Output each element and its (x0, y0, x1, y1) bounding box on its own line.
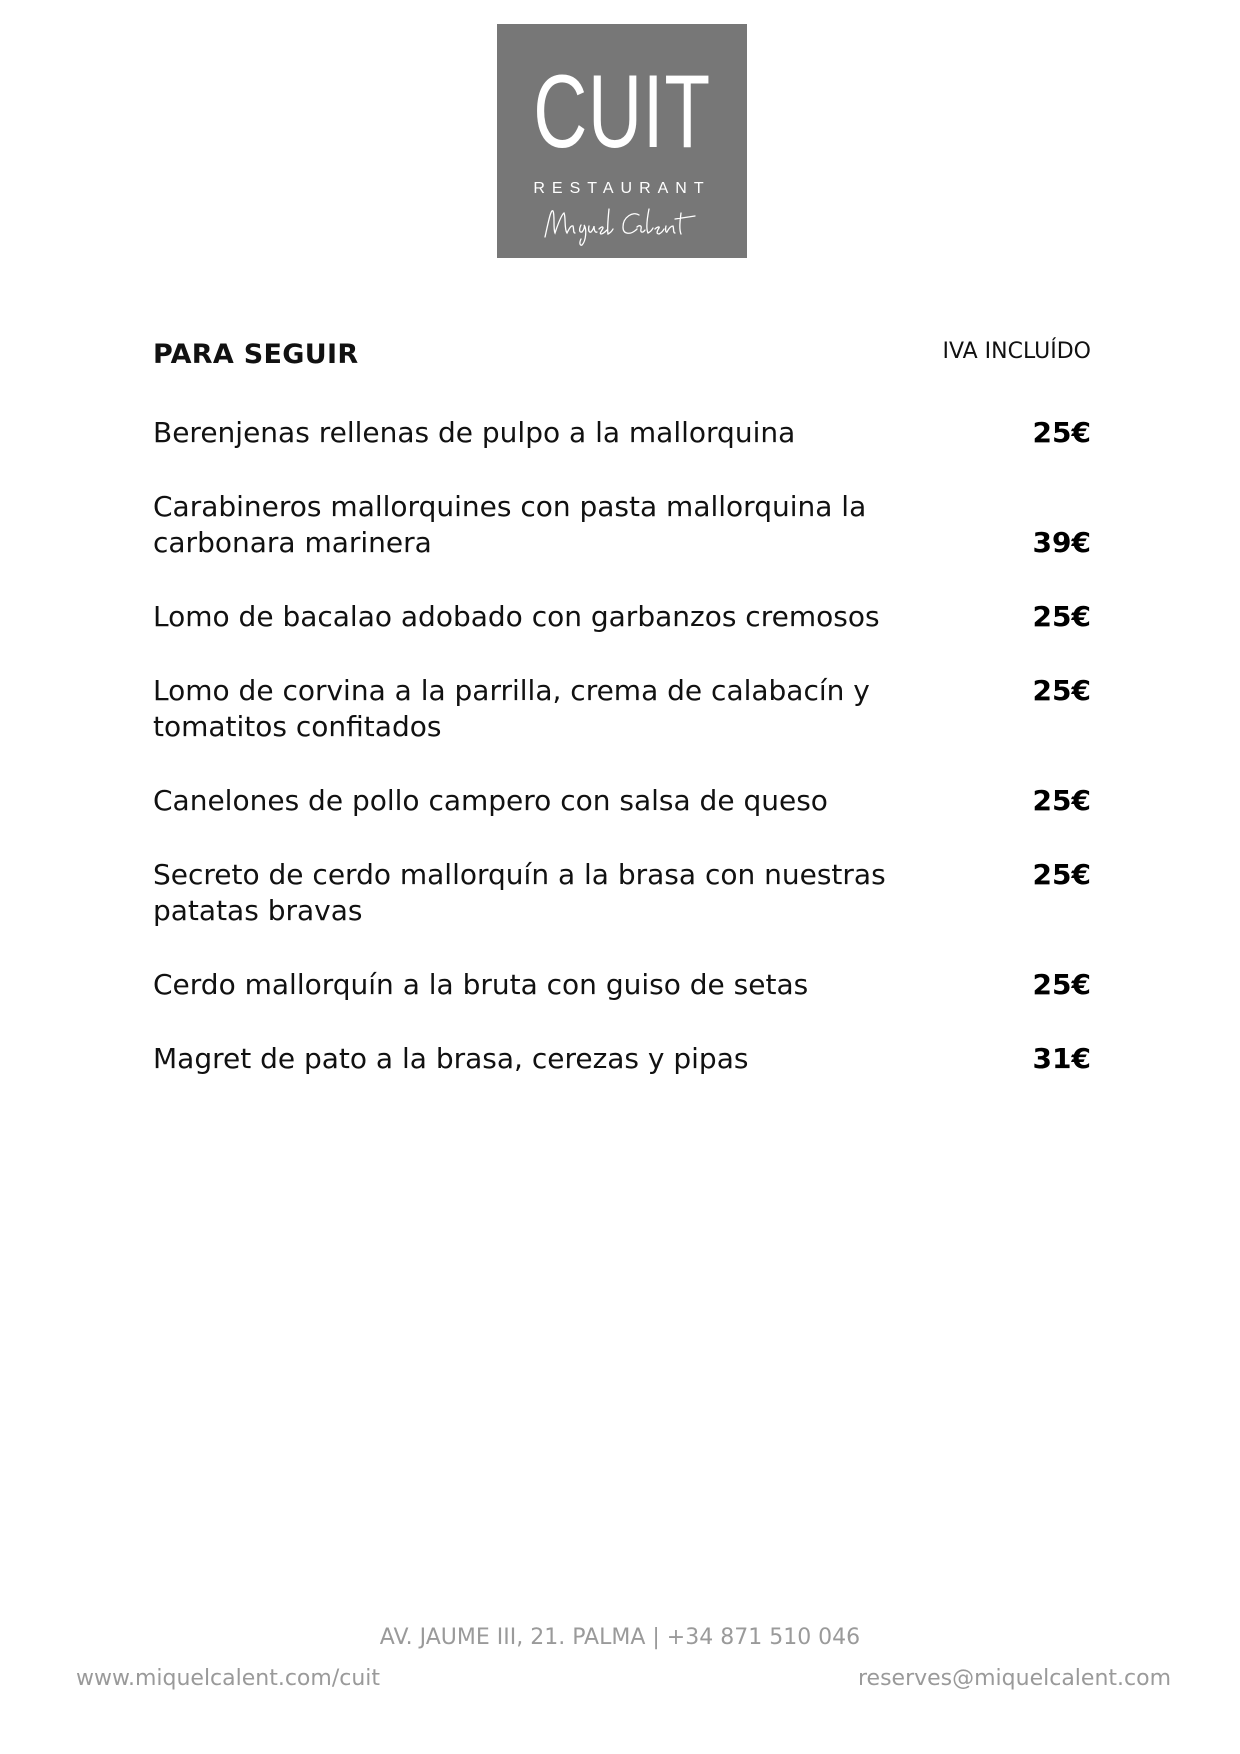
logo-title: CUIT (533, 54, 711, 170)
footer-address: AV. JAUME III, 21. PALMA | +34 871 510 046 (379, 1625, 861, 1650)
menu-item (153, 783, 1091, 819)
menu-items (153, 415, 1091, 1115)
menu-item (153, 857, 1091, 929)
footer-website-link[interactable]: www.miquelcalent.com/cuit (76, 1666, 381, 1691)
menu-item-name: Carabineros mallorquines con pasta mallorquina la carbonara marinera (153, 490, 867, 559)
menu-item-name: Magret de pato a la brasa, cerezas y pipas (153, 1042, 749, 1075)
menu-item (153, 673, 1091, 745)
menu-item (153, 489, 1091, 561)
logo-subtitle: RESTAURANT (533, 180, 711, 197)
menu-item-price: 25€ (1032, 968, 1091, 1001)
menu-item-name: Cerdo mallorquín a la bruta con guiso de setas (153, 968, 809, 1001)
menu-item-name: Secreto de cerdo mallorquín a la brasa con nuestras patatas bravas (153, 858, 886, 927)
menu-item-name: Berenjenas rellenas de pulpo a la mallorquina (153, 416, 796, 449)
menu-item-price: 25€ (1032, 416, 1091, 449)
signature-logo (537, 199, 707, 249)
menu-item (153, 967, 1091, 1003)
menu-item-price: 25€ (1032, 784, 1091, 817)
restaurant-logo (497, 24, 747, 258)
menu-item-price: 31€ (1032, 1042, 1091, 1075)
menu-item-price: 25€ (1032, 600, 1091, 633)
menu-section (153, 335, 1091, 1075)
menu-item-name: Canelones de pollo campero con salsa de queso (153, 784, 828, 817)
menu-item-price: 25€ (1032, 858, 1091, 891)
menu-item-price: 39€ (1032, 526, 1091, 559)
menu-item (153, 599, 1091, 635)
menu-item-price: 25€ (1032, 674, 1091, 707)
menu-item-name: Lomo de bacalao adobado con garbanzos cremosos (153, 600, 880, 633)
menu-item-name: Lomo de corvina a la parrilla, crema de calabacín y tomatitos confitados (153, 674, 870, 743)
menu-item (153, 1041, 1091, 1077)
footer-email-link[interactable]: reserves@miquelcalent.com (857, 1666, 1171, 1691)
menu-header (153, 335, 1091, 385)
tax-note: IVA INCLUÍDO (942, 339, 1091, 364)
menu-item (153, 415, 1091, 451)
section-title: PARA SEGUIR (153, 339, 359, 370)
